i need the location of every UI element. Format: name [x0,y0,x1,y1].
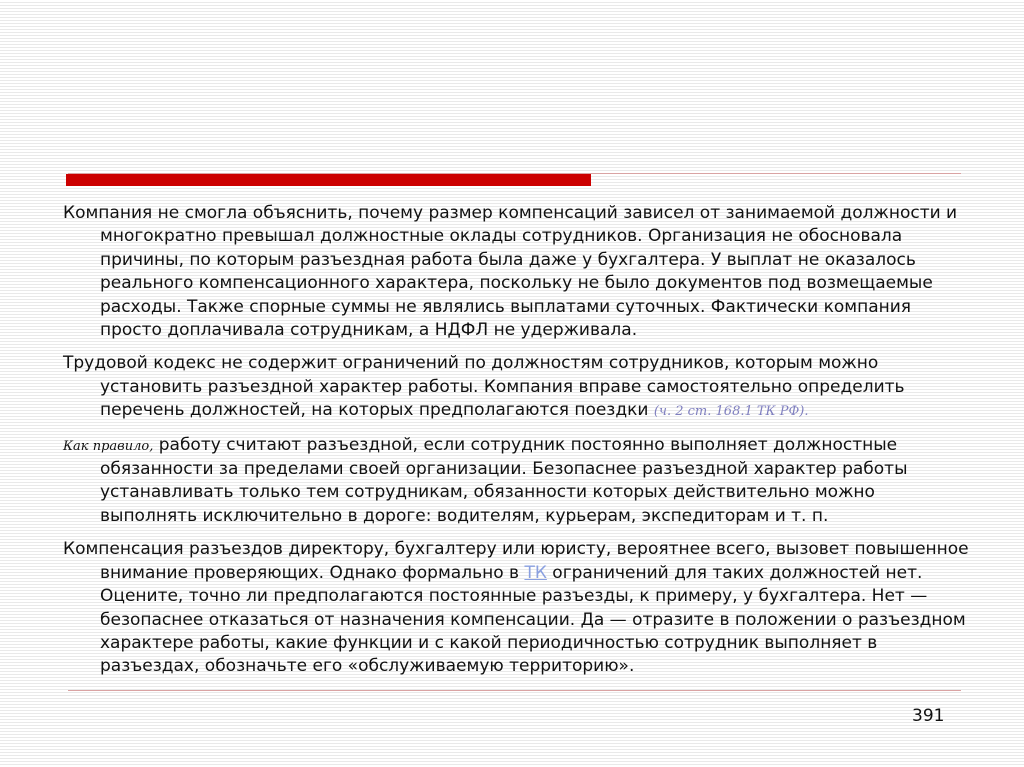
bottom-divider-line [68,690,961,691]
paragraph-1-text: Компания не смогла объяснить, почему размер компенсаций зависел от занимаемой должности и многократно превышал должностные оклады сотрудников. Организация не обосновала причины, по которым разъездная работа была даже у бухгалтера. У выплат не оказалось реального компенсационного характера, поскольку не было документов под возмещаемые расходы. Также спорные суммы не являлись выплатами суточных. Фактически компания просто доплачивала сотрудникам, а НДФЛ не удерживала. [63,203,958,341]
law-reference: (ч. 2 ст. 168.1 ТК РФ). [653,404,809,420]
red-accent-bar [66,174,591,186]
paragraph-2 [63,352,973,423]
paragraph-3 [63,434,973,529]
page-number: 391 [912,706,945,726]
paragraph-4-text-after: ограничений для таких должностей нет. Оцените, точно ли предполагаются постоянные разъезды, к примеру, у бухгалтера. Нет — безопаснее отказаться от назначения компенсации. Да — отразите в положении о разъездном характере работы, какие функции и с какой периодичностью сотрудник выполняет в разъездах, обозначьте его «обслуживаемую территорию». [100,562,966,677]
paragraph-3-text: работу считают разъездной, если сотрудник постоянно выполняет должностные обязанности за пределами своей организации. Безопаснее разъездной характер работы устанавливать только тем сотрудникам, обязанности которых действительно можно выполнять исключительно в дороге: водителям, курьерам, экспедиторам и т. п. [100,434,908,526]
tk-link[interactable]: ТК [524,562,547,583]
paragraph-3-lead: Как правило, [63,438,154,454]
paragraph-4 [63,538,973,678]
paragraph-2-text: Трудовой кодекс не содержит ограничений по должностям сотрудников, которым можно установить разъездной характер работы. Компания вправе самостоятельно определить перечень должностей, на которых предполагаются поездки [63,353,905,421]
paragraph-4-text-before: Компенсация разъездов директору, бухгалтеру или юристу, вероятнее всего, вызовет повышенное внимание проверяющих. Однако формально в [63,539,969,583]
paragraph-1 [63,202,973,342]
slide-body [63,202,973,689]
